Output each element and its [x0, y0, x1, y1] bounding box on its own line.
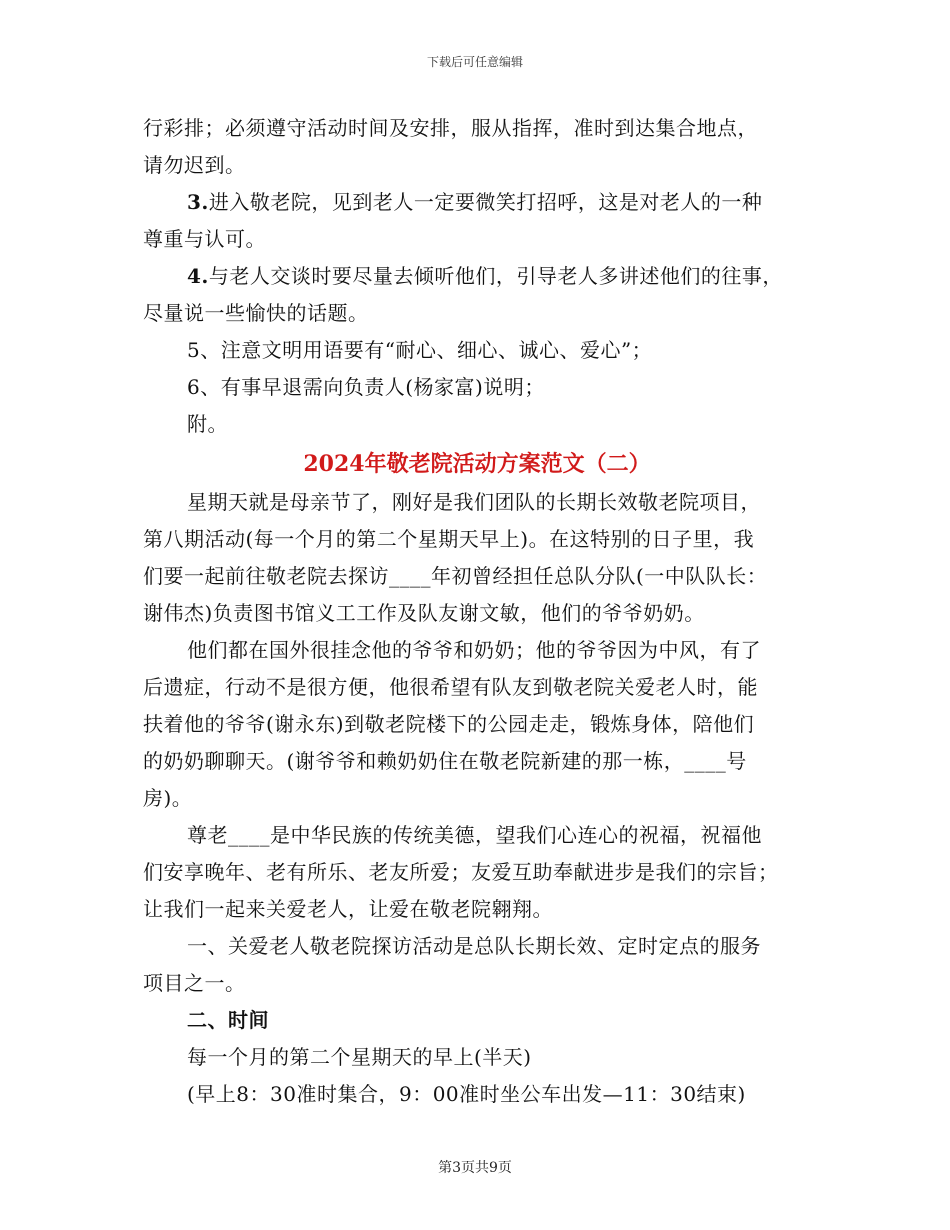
list-item-text: 与老人交谈时要尽量去倾听他们，引导老人多讲述他们的往事，	[208, 264, 783, 288]
header-note: 下载后可任意编辑	[426, 55, 523, 69]
paragraph-line: 每一个月的第二个星期天的早上(半天)	[187, 1045, 532, 1069]
paragraph-line: 们安享晚年、老有所乐、老友所爱；友爱互助奉献进步是我们的宗旨；	[143, 860, 779, 884]
paragraph-line: 后遗症，行动不是很方便，他很希望有队友到敬老院关爱老人时，能	[143, 675, 758, 699]
paragraph-line: 尊老____是中华民族的传统美德，望我们心连心的祝福，祝福他	[187, 823, 762, 847]
paragraph-line: 行彩排；必须遵守活动时间及安排，服从指挥，准时到达集合地点，	[143, 116, 758, 140]
paragraph-line: 让我们一起来关爱老人，让爱在敬老院翱翔。	[143, 897, 553, 921]
paragraph-line: 的奶奶聊聊天。(谢爷爷和赖奶奶住在敬老院新建的那一栋，____号	[143, 749, 747, 773]
document-body	[143, 110, 811, 1113]
paragraph-line: 尽量说一些愉快的话题。	[143, 301, 369, 325]
paragraph-line: 星期天就是母亲节了，刚好是我们团队的长期长效敬老院项目，	[187, 490, 761, 514]
paragraph-line: (早上8：30准时集合，9：00准时坐公车出发—11：30结束)	[187, 1082, 746, 1106]
paragraph-line: 请勿迟到。	[143, 153, 246, 177]
list-number: 3.	[187, 190, 209, 214]
list-item-4	[143, 258, 811, 295]
page-number: 第3页共9页	[438, 1160, 512, 1176]
list-item-6: 6、有事早退需向负责人(杨家富)说明；	[187, 375, 545, 399]
list-item-3	[143, 184, 811, 221]
paragraph-line: 扶着他的爷爷(谢永东)到敬老院楼下的公园走走，锻炼身体，陪他们	[143, 712, 755, 736]
paragraph-line: 一、关爱老人敬老院探访活动是总队长期长效、定时定点的服务	[187, 934, 761, 958]
paragraph-line: 们要一起前往敬老院去探访____年初曾经担任总队分队(一中队队长：	[143, 564, 768, 588]
subsection-heading: 二、时间	[187, 1008, 269, 1032]
paragraph-line: 谢伟杰)负责图书馆义工工作及队友谢文敏，他们的爷爷奶奶。	[143, 601, 705, 625]
paragraph-line: 尊重与认可。	[143, 227, 266, 251]
section-title: 2024年敬老院活动方案范文（二）	[303, 451, 651, 477]
list-item-5: 5、注意文明用语要有“耐心、细心、诚心、爱心”；	[187, 338, 653, 362]
paragraph-line: 房)。	[143, 786, 193, 810]
paragraph-line: 他们都在国外很挂念他的爷爷和奶奶；他的爷爷因为中风，有了	[187, 638, 761, 662]
paragraph-line: 项目之一。	[143, 971, 246, 995]
appendix-line: 附。	[187, 412, 228, 436]
list-item-text: 进入敬老院，见到老人一定要微笑打招呼，这是对老人的一种	[208, 190, 763, 214]
list-number: 4.	[187, 264, 209, 288]
paragraph-line: 第八期活动(每一个月的第二个星期天早上)。在这特别的日子里，我	[143, 527, 755, 551]
